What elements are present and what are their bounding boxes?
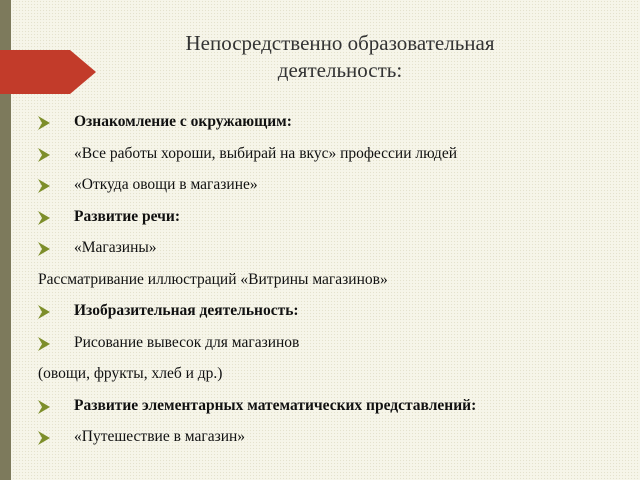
arrow-bullet-icon — [38, 337, 50, 351]
arrow-bullet-icon — [38, 431, 50, 445]
arrow-bullet-icon — [38, 400, 50, 414]
title-line-1: Непосредственно образовательная — [185, 31, 495, 55]
arrow-bullet-icon — [38, 116, 50, 130]
slide-title — [130, 30, 550, 84]
red-accent-tab — [0, 50, 96, 94]
list-item — [38, 360, 628, 392]
list-item — [38, 234, 628, 266]
list-item — [38, 108, 628, 140]
arrow-bullet-icon — [38, 242, 50, 256]
list-item-text: «Путешествие в магазин» — [74, 428, 246, 445]
list-item — [38, 266, 628, 298]
bullet-list — [38, 108, 628, 455]
arrow-bullet-icon — [38, 179, 50, 193]
title-line-2: деятельность: — [277, 58, 403, 82]
list-item-text: Рассматривание иллюстраций «Витрины магазинов» — [38, 270, 388, 288]
list-item-text: Развитие элементарных математических представлений: — [74, 396, 477, 414]
list-item — [38, 329, 628, 361]
list-item — [38, 203, 628, 235]
list-item — [38, 297, 628, 329]
list-item-text: «Магазины» — [74, 239, 157, 256]
list-item-text: (овощи, фрукты, хлеб и др.) — [38, 365, 223, 382]
list-item-text: Ознакомление с окружающим: — [74, 113, 292, 130]
list-item — [38, 171, 628, 203]
list-item-text: «Откуда овощи в магазине» — [74, 176, 258, 193]
list-item — [38, 140, 628, 172]
list-item — [38, 423, 628, 455]
list-item-text: Развитие речи: — [74, 207, 180, 225]
list-item — [38, 392, 628, 424]
list-item-text: «Все работы хороши, выбирай на вкус» профессии людей — [74, 144, 457, 162]
arrow-bullet-icon — [38, 148, 50, 162]
arrow-bullet-icon — [38, 211, 50, 225]
arrow-bullet-icon — [38, 305, 50, 319]
list-item-text: Рисование вывесок для магазинов — [74, 333, 300, 351]
list-item-text: Изобразительная деятельность: — [74, 302, 299, 319]
